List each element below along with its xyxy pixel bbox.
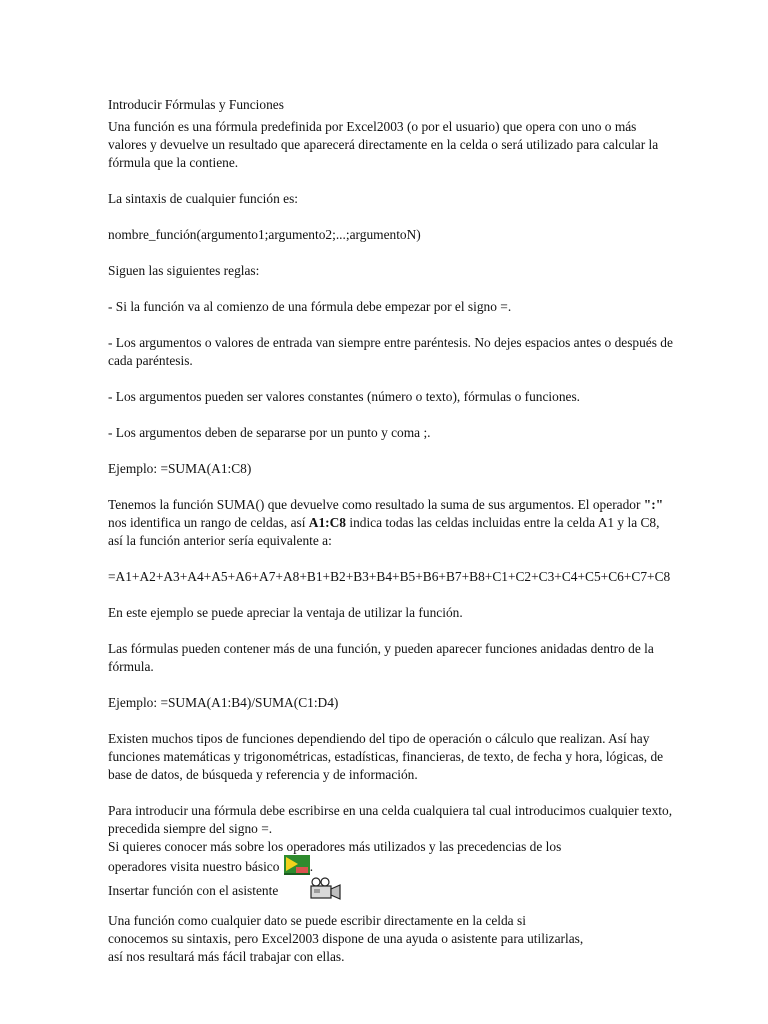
wizard-heading-line [108,878,764,904]
rule-4: - Los argumentos deben de separarse por un punto y coma ;. [108,425,431,440]
intro-line: valores y devuelve un resultado que aparecerá directamente en la celda o será utilizado para calcular la [108,137,659,152]
example-1: Ejemplo: =SUMA(A1:C8) [108,461,252,476]
types-line: funciones matemáticas y trigonométricas, estadísticas, financieras, de texto, de fecha y hora, lógicas, de [108,749,664,764]
explanation-paragraph [108,496,764,550]
intro-paragraph [108,118,764,172]
example-2: Ejemplo: =SUMA(A1:B4)/SUMA(C1:D4) [108,695,339,710]
closing-paragraph [108,912,764,966]
basico-link-icon[interactable] [284,855,310,875]
range-operator: ":" [643,497,664,512]
enter-line: precedida siempre del signo =. [108,821,273,836]
document-body [108,96,764,966]
explanation-line [108,496,764,514]
types-line: Existen muchos tipos de funciones dependiendo del tipo de operación o cálculo que realizan. Así hay [108,731,650,746]
explanation-line [108,514,764,532]
equivalent-formula: =A1+A2+A3+A4+A5+A6+A7+A8+B1+B2+B3+B4+B5+B6+B7+B8+C1+C2+C3+C4+C5+C6+C7+C8 [108,569,671,584]
range-example: A1:C8 [308,515,346,530]
enter-paragraph [108,802,764,878]
basico-line [108,856,764,878]
rule-2-line: cada paréntesis. [108,353,193,368]
closing-line: Una función como cualquier dato se puede escribir directamente en la celda si [108,913,526,928]
explanation-text: Tenemos la función SUMA() que devuelve como resultado la suma de sus argumentos. El operador [108,497,644,512]
advantage-text: En este ejemplo se puede apreciar la ventaja de utilizar la función. [108,605,463,620]
intro-line: fórmula que la contiene. [108,155,239,170]
closing-line: así nos resultará más fácil trabajar con ellas. [108,949,345,964]
rule-1: - Si la función va al comienzo de una fórmula debe empezar por el signo =. [108,299,512,314]
syntax-label: La sintaxis de cualquier función es: [108,191,299,206]
document-title: Introducir Fórmulas y Funciones [108,97,284,112]
video-camera-icon[interactable] [308,877,342,901]
nested-line: fórmula. [108,659,154,674]
syntax-example: nombre_función(argumento1;argumento2;...;argumentoN) [108,227,421,242]
closing-line: conocemos su sintaxis, pero Excel2003 dispone de una ayuda o asistente para utilizarlas, [108,931,584,946]
basico-period: . [309,859,314,874]
nested-line: Las fórmulas pueden contener más de una función, y pueden aparecer funciones anidadas dentro de la [108,641,654,656]
explanation-text: nos identifica un rango de celdas, así [108,515,309,530]
enter-line: Si quieres conocer más sobre los operadores más utilizados y las precedencias de los [108,839,562,854]
types-line: base de datos, de búsqueda y referencia y de información. [108,767,418,782]
intro-line: Una función es una fórmula predefinida por Excel2003 (o por el usuario) que opera con uno o más [108,119,637,134]
rule-3: - Los argumentos pueden ser valores constantes (número o texto), fórmulas o funciones. [108,389,581,404]
enter-line: Para introducir una fórmula debe escribirse en una celda cualquiera tal cual introducimos cualquier texto, [108,803,673,818]
rules-intro: Siguen las siguientes reglas: [108,263,260,278]
basico-text: operadores visita nuestro básico [108,859,280,874]
rule-2-line: - Los argumentos o valores de entrada van siempre entre paréntesis. No dejes espacios antes o después de [108,335,673,350]
explanation-line: así la función anterior sería equivalente a: [108,533,332,548]
nested-paragraph [108,640,764,676]
types-paragraph [108,730,764,784]
rule-2 [108,334,764,370]
explanation-text: indica todas las celdas incluidas entre la celda A1 y la C8, [346,515,660,530]
wizard-heading: Insertar función con el asistente [108,883,279,898]
